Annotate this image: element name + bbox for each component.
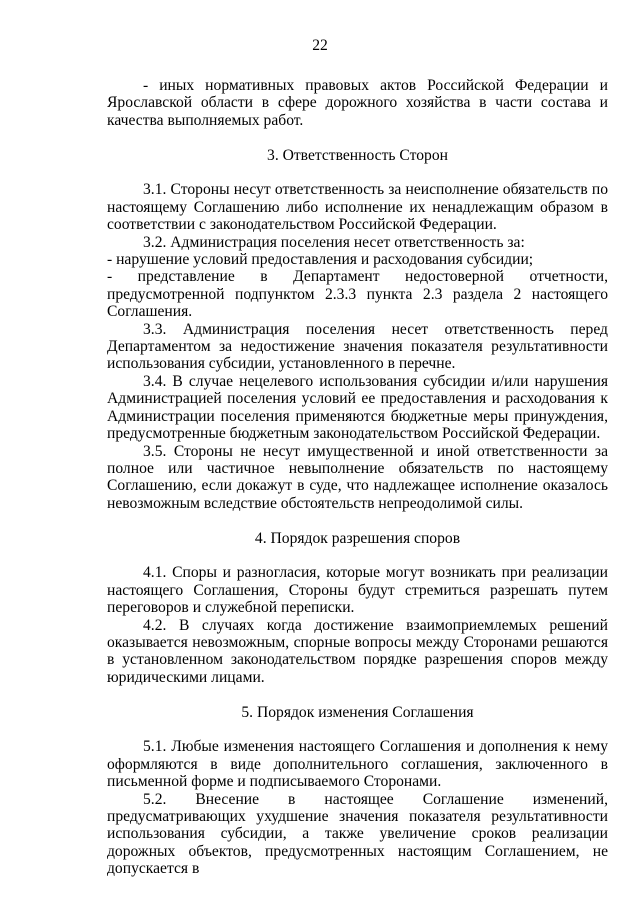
paragraph-3-2-item-1: - нарушение условий предоставления и расходования субсидии; (107, 251, 534, 269)
paragraph-4-2: 4.2. В случаях когда достижение взаимоприемлемых решений оказывается невозможным, спорные вопросы между Сторонами решаются в установленном законодательством порядке разрешения споров между юридическими лицами. (107, 616, 608, 686)
page-body (107, 77, 608, 878)
page-number: 22 (312, 37, 328, 54)
section-heading-5: 5. Порядок изменения Соглашения (241, 703, 474, 721)
paragraph-5-2: 5.2. Внесение в настоящее Соглашение изменений, предусматривающих ухудшение значения показателя результативности использования субсидии, а также увеличение сроков реализации дорожных объектов, предусмотренных настоящим Соглашением, не допускается в (107, 790, 608, 878)
paragraph-regulations: - иных нормативных правовых актов Российской Федерации и Ярославской области в сфере дорожного хозяйства в части состава и качества выполняемых работ. (107, 77, 608, 129)
paragraph-4-1: 4.1. Споры и разногласия, которые могут возникать при реализации настоящего Соглашения, Стороны будут стремиться разрешать путем переговоров и служебной переписки. (107, 564, 608, 617)
paragraph-3-2-item-2: - представление в Департамент недостоверной отчетности, предусмотренной подпунктом 2.3.3 пункта 2.3 раздела 2 настоящего Соглашения. (107, 268, 608, 321)
paragraph-3-1: 3.1. Стороны несут ответственность за неисполнение обязательств по настоящему Соглашению либо исполнение их ненадлежащим образом в соответствии с законодательством Российской Федерации. (107, 181, 608, 234)
section-heading-3: 3. Ответственность Сторон (267, 146, 448, 164)
paragraph-3-5: 3.5. Стороны не несут имущественной и иной ответственности за полное или частичное невыполнение обязательств по настоящему Соглашению, если докажут в суде, что надлежащее исполнение оказалось невозможным вследствие обстоятельств непреодолимой силы. (107, 442, 608, 512)
section-heading-4: 4. Порядок разрешения споров (254, 529, 461, 547)
paragraph-5-1: 5.1. Любые изменения настоящего Соглашения и дополнения к нему оформляются в виде дополнительного соглашения, заключенного в письменной форме и подписываемого Сторонами. (107, 738, 608, 791)
paragraph-3-3: 3.3. Администрация поселения несет ответственность перед Департаментом за недостижение значения показателя результативности использования субсидии, установленного в перечне. (107, 320, 608, 373)
paragraph-3-2: 3.2. Администрация поселения несет ответственность за: (143, 233, 525, 251)
paragraph-3-4: 3.4. В случае нецелевого использования субсидии и/или нарушения Администрацией поселения условий ее предоставления и расходования к Администрации поселения применяются бюджетные меры принуждения, предусмотренные бюджетным законодательством Российской Федерации. (107, 372, 608, 443)
